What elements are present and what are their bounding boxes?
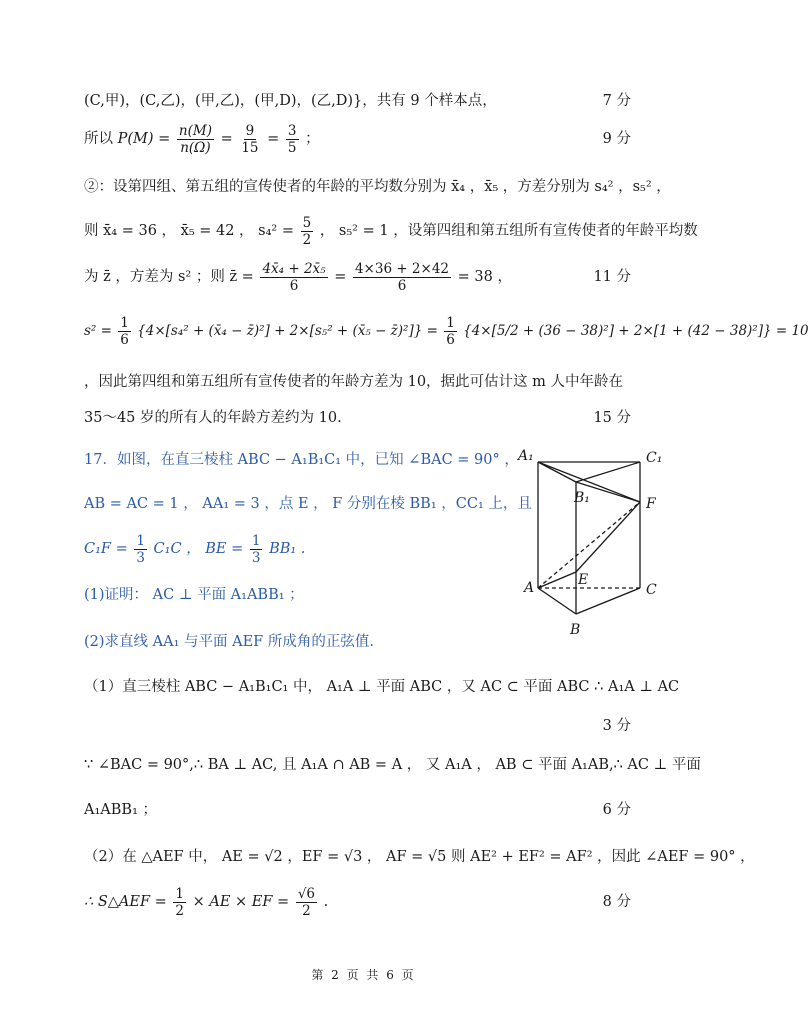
numerator: 1 (136, 532, 145, 549)
sample-points-line: (C,甲)，(C,乙)，(甲,乙)，(甲,D)，(乙,D)}，共有 9 个样本点， (84, 93, 497, 109)
conclusion-line: ，因此第四组和第五组所有宣传使者的年龄方差为 10，据此可估计这 m 人中年龄在 (84, 374, 624, 390)
text: . (323, 894, 329, 910)
denominator: 2 (302, 231, 312, 248)
denominator: 2 (302, 902, 311, 919)
numerator: 1 (251, 532, 261, 549)
text: = 38 ， (457, 269, 512, 285)
numerator: 1 (175, 885, 184, 902)
denominator: n(Ω) (180, 139, 211, 156)
solution-2-area-line (84, 884, 328, 920)
edge-bc (576, 588, 640, 614)
fraction (134, 533, 147, 566)
text: = (267, 131, 280, 147)
score-8: 8 分 (602, 894, 631, 910)
math: BB₁ . (269, 541, 306, 557)
numerator: 4×36 + 2×42 (354, 260, 450, 277)
math: {4×[s₄² + (x̄₄ − z̄)²] + 2×[s₅² + (x̄₅ − z̄)²]} = (137, 323, 438, 339)
fraction (301, 215, 314, 248)
question-17-ratios (84, 532, 305, 566)
denominator: 3 (251, 549, 261, 566)
numerator: n(M) (178, 122, 212, 139)
probability-line (84, 122, 320, 156)
denominator: 15 (241, 139, 259, 156)
fraction (118, 315, 131, 348)
label-e: E (578, 572, 589, 588)
fraction (353, 261, 451, 294)
label-c: C (646, 582, 657, 598)
prism-figure (510, 440, 690, 640)
denominator: 2 (175, 902, 184, 919)
denominator: 6 (289, 277, 299, 294)
numerator: 9 (245, 122, 255, 139)
text: = (220, 131, 233, 147)
mean-definition-line: ②：设第四组、第五组的宣传使者的年龄的平均数分别为 x̄₄ ，x̄₅ ，方差分别为 s₄² ，s₅² ， (84, 179, 671, 195)
denominator: 6 (120, 332, 129, 348)
score-9: 9 分 (602, 131, 631, 147)
question-17-conditions: AB = AC = 1 ， AA₁ = 3 ，点 E ， F 分别在棱 BB₁ ，CC₁ 上，且 (84, 496, 532, 512)
text: 为 z̄ ，方差为 s² ；则 z̄ = (84, 269, 254, 285)
score-3: 3 分 (602, 718, 631, 734)
score-7: 7 分 (602, 93, 631, 109)
denominator: 3 (136, 549, 145, 566)
edge-ab (538, 588, 576, 614)
solution-1-line: （1）直三棱柱 ABC − A₁B₁C₁ 中， A₁A ⊥ 平面 ABC ，又 AC ⊂ 平面 ABC ∴ A₁A ⊥ AC (84, 679, 680, 695)
score-6: 6 分 (602, 802, 631, 818)
numerator: √6 (297, 885, 316, 902)
numerator: 5 (302, 214, 312, 231)
math: ∴ S△AEF = (84, 894, 167, 910)
score-11: 11 分 (593, 269, 631, 285)
fraction (177, 123, 214, 156)
text: 所以 (84, 131, 113, 147)
numerator: 1 (120, 315, 129, 331)
text: 则 x̄₄ = 36 ， x̄₅ = 42 ， s₄² = (84, 223, 294, 239)
label-a1: A₁ (518, 448, 534, 464)
question-17-stem: 17．如图，在直三棱柱 ABC − A₁B₁C₁ 中，已知 ∠BAC = 90° ， (84, 452, 519, 468)
segment-ae (538, 572, 576, 588)
fraction (444, 315, 457, 348)
fraction (250, 533, 263, 566)
variance-formula-line (84, 314, 809, 348)
solution-1-line-3: A₁ABB₁ ； (84, 802, 157, 818)
label-b1: B₁ (574, 490, 590, 506)
text: = (334, 269, 347, 285)
solution-1-line-2: ∵ ∠BAC = 90°,∴ BA ⊥ AC, 且 A₁A ∩ AB = A ， 又 A₁A ， AB ⊂ 平面 A₁AB,∴ AC ⊥ 平面 (84, 757, 701, 773)
numerator: 3 (287, 122, 297, 139)
fraction (296, 886, 317, 919)
edge-a1b1 (538, 462, 576, 482)
text: ； (305, 131, 320, 147)
label-a: A (524, 580, 535, 596)
question-17-part-1: (1)证明： AC ⊥ 平面 A₁ABB₁ ； (84, 587, 304, 603)
math: C₁F = (84, 541, 128, 557)
page-footer: 第 2 页 共 6 页 (311, 968, 416, 982)
question-17-part-2: (2)求直线 AA₁ 与平面 AEF 所成角的正弦值. (84, 634, 374, 650)
numerator: 1 (446, 315, 455, 331)
conclusion-line-2: 35～45 岁的所有人的年龄方差约为 10. (84, 410, 342, 426)
label-b: B (570, 622, 581, 638)
denominator: 6 (397, 277, 407, 294)
label-f: F (646, 496, 656, 512)
label-c1: C₁ (646, 450, 663, 466)
combined-mean-line (84, 260, 512, 294)
fraction (286, 123, 299, 156)
segment-ef (576, 502, 640, 572)
given-values-line (84, 214, 698, 248)
fraction (173, 886, 186, 919)
fraction (239, 123, 260, 156)
math: C₁C ， BE = (153, 541, 244, 557)
math: s² = (84, 323, 112, 339)
denominator: 5 (287, 139, 297, 156)
solution-2-line: （2）在 △AEF 中， AE = √2 ，EF = √3 ， AF = √5 则 AE² + EF² = AF² ，因此 ∠AEF = 90° ， (84, 849, 755, 865)
numerator: 4x̄₄ + 2x̄₅ (262, 260, 326, 277)
text: ， s₅² = 1 ，设第四组和第五组所有宣传使者的年龄平均数 (319, 223, 698, 239)
math: × AE × EF = (192, 894, 290, 910)
math: {4×[5/2 + (36 − 38)²] + 2×[1 + (42 − 38)²]} = 10 (463, 323, 809, 339)
edge-b1c1 (576, 462, 640, 482)
denominator: 6 (446, 332, 455, 348)
fraction (260, 261, 327, 294)
segment-af (538, 502, 640, 588)
math: P(M) = (117, 131, 171, 147)
score-15: 15 分 (593, 410, 631, 426)
